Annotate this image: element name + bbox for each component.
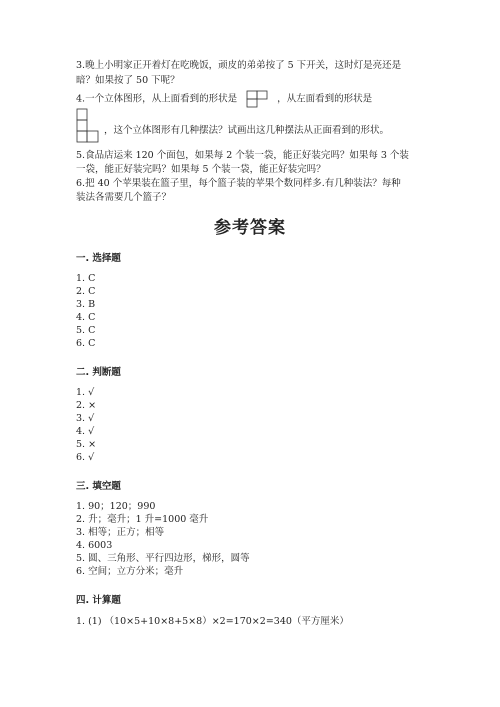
question-6-line-1: 6.把 40 个苹果装在篮子里，每个篮子装的苹果个数同样多.有几种装法？每种	[76, 178, 401, 189]
answer-item: 6. √	[76, 452, 95, 463]
answer-item: 4. 6003	[76, 540, 113, 551]
answer-key-title: 参考答案	[214, 218, 286, 238]
answer-item: 3. √	[76, 413, 95, 424]
question-5-line-2: 一袋，能正好装完吗？如果每 5 个装一袋，能正好装完吗？	[76, 164, 326, 175]
answer-item: 1. √	[76, 387, 95, 398]
answer-item: 4. C	[76, 312, 96, 323]
left-view-figure	[76, 108, 100, 144]
answer-item: 2. C	[76, 286, 96, 297]
answer-item: 4. √	[76, 426, 95, 437]
answer-item: 3. B	[76, 299, 96, 310]
question-5-line-1: 5.食品店运来 120 个面包，如果每 2 个装一袋，能正好装完吗？如果每 3 个装	[76, 150, 409, 161]
answer-item: 5. C	[76, 325, 96, 336]
answer-item: 1. (1) （10×5+10×8+5×8）×2=170×2=340（平方厘米）	[76, 616, 349, 627]
answer-item: 6. C	[76, 338, 96, 349]
question-4-text-b: ，从左面看到的形状是	[277, 93, 373, 105]
question-4-line-2: ，这个立体图形有几种摆法？试画出这几种摆法从正面看到的形状。	[104, 125, 390, 136]
question-3-line-2: 暗？如果按了 50 下呢？	[76, 75, 180, 86]
answer-item: 1. C	[76, 273, 96, 284]
answer-item: 5. 圆、三角形、平行四边形，梯形，圆等	[76, 553, 250, 564]
question-6-line-2: 装法各需要几个篮子？	[76, 192, 172, 203]
question-4-text-a: 4.一个立体图形，从上面看到的形状是	[76, 93, 238, 105]
question-4-line-1	[76, 90, 372, 108]
answer-item: 2. ×	[76, 400, 97, 411]
question-3-line-1: 3.晚上小明家正开着灯在吃晚饭，顽皮的弟弟按了 5 下开关，这时灯是亮还是	[76, 60, 402, 71]
answer-item: 5. ×	[76, 439, 97, 450]
answer-item: 2. 升；毫升；1 升=1000 毫升	[76, 514, 209, 525]
section-title-calculation: 四. 计算题	[76, 595, 121, 606]
answer-item: 6. 空间；立方分米；毫升	[76, 566, 184, 577]
top-view-figure	[246, 90, 268, 108]
answer-item: 3. 相等；正方；相等	[76, 527, 165, 538]
section-title-fill-blank: 三. 填空题	[76, 481, 121, 492]
answer-item: 1. 90；120；990	[76, 501, 156, 512]
section-title-choice: 一. 选择题	[76, 253, 121, 264]
section-title-judgment: 二. 判断题	[76, 367, 121, 378]
